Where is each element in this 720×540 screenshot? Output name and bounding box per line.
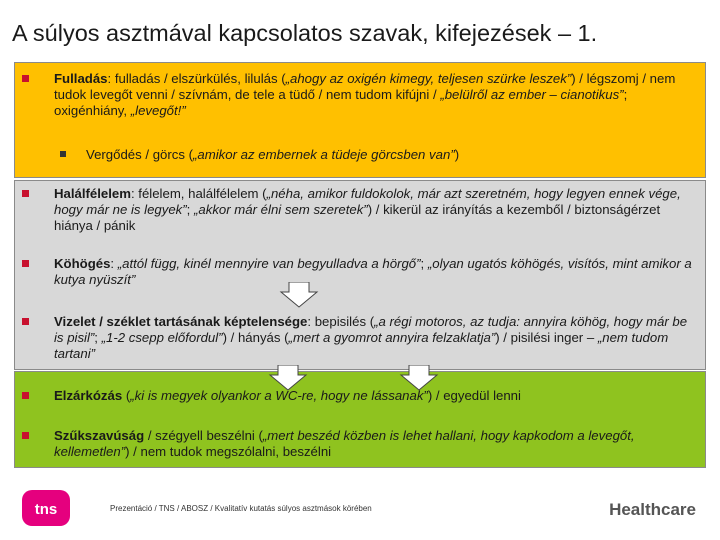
plain-text: félelem, halálfélelem ( xyxy=(138,186,267,201)
plain-text: ; xyxy=(94,330,102,345)
quote-text: „a régi motoros, az tudja: annyira köhög, hogy már be is pisil” xyxy=(54,314,688,345)
term-label: Vizelet / széklet tartásának képtelensége xyxy=(54,314,308,329)
item-text xyxy=(54,314,692,362)
bullet-icon xyxy=(22,190,29,197)
list-item xyxy=(22,256,692,290)
item-text xyxy=(54,71,692,119)
plain-text: ) / nem tudok megszólalni, beszélni xyxy=(125,444,332,459)
list-item xyxy=(22,388,692,406)
separator: : xyxy=(110,256,118,271)
sub-item-text xyxy=(86,147,680,163)
term-label: Fulladás xyxy=(54,71,108,86)
plain-text: ) / egyedül lenni xyxy=(427,388,521,403)
plain-text: szégyell beszélni ( xyxy=(155,428,263,443)
item-text xyxy=(54,256,692,288)
list-item xyxy=(22,428,692,462)
plain-text: fulladás / elszürkülés, lilulás ( xyxy=(114,71,286,86)
plain-text: ; oxigénhiány, xyxy=(54,87,628,118)
separator: : xyxy=(130,186,139,201)
plain-text: ) / pisilési inger – xyxy=(495,330,598,345)
bullet-icon xyxy=(22,75,29,82)
item-text xyxy=(54,388,692,404)
separator: : xyxy=(107,71,115,86)
list-item xyxy=(22,71,692,121)
sub-bullet-icon xyxy=(60,151,66,157)
separator: / xyxy=(144,428,156,443)
bullet-icon xyxy=(22,318,29,325)
plain-text: bepisilés ( xyxy=(314,314,375,329)
plain-text: ) xyxy=(454,147,460,162)
plain-text: ) / kikerül az irányítás a kezemből / biztonságérzet hiánya / pánik xyxy=(54,202,661,233)
plain-text: ) / légszomj / nem tudok levegőt venni / szívnám, de tele a tüdő / nem tudom kifújni / xyxy=(54,71,676,102)
term-label: Köhögés xyxy=(54,256,111,271)
plain-text: ; xyxy=(420,256,428,271)
plain-text: ( xyxy=(125,388,131,403)
list-item xyxy=(22,186,692,236)
brand-label: Healthcare xyxy=(609,500,696,519)
quote-text: „levegőt!” xyxy=(130,103,186,118)
quote-text: „néha, amikor fuldokolok, már azt szeretném, hogy legyen ennek vége, hogy már ne is legyek” xyxy=(54,186,681,217)
plain-text: ) / hányás ( xyxy=(222,330,289,345)
quote-text: „mert beszéd közben is lehet hallani, hogy kapkodom a levegőt, kellemetlen” xyxy=(54,428,635,459)
page-title: A súlyos asztmával kapcsolatos szavak, kifejezések – 1. xyxy=(12,20,598,46)
quote-text: „ki is megyek olyankor a WC-re, hogy ne lássanak” xyxy=(130,388,428,403)
plain-text: Vergődés / görcs ( xyxy=(86,147,194,162)
bullet-icon xyxy=(22,392,29,399)
quote-text: „ahogy az oxigén kimegy, teljesen szürke leszek” xyxy=(285,71,572,86)
list-item xyxy=(22,314,692,364)
item-text xyxy=(54,428,692,460)
bullet-icon xyxy=(22,260,29,267)
footer-text: Prezentáció / TNS / ABOSZ / Kvalitatív kutatás súlyos asztmások körében xyxy=(110,504,372,513)
term-label: Szűkszavúság xyxy=(54,428,145,443)
term-label: Elzárkózás xyxy=(54,388,123,403)
quote-text: „belülről az ember – cianotikus” xyxy=(440,87,624,102)
quote-text: „mert a gyomrot annyira felzaklatja” xyxy=(288,330,496,345)
logo-text: tns xyxy=(34,501,58,518)
quote-text: „akkor már élni sem szeretek” xyxy=(194,202,368,217)
quote-text: „1-2 csepp előfordul” xyxy=(101,330,223,345)
item-text xyxy=(54,186,692,234)
quote-text: „nem tudom tartani” xyxy=(54,330,669,361)
quote-text: „attól függ, kinél mennyire van begyulladva a hörgő” xyxy=(117,256,421,271)
plain-text: ; xyxy=(186,202,194,217)
quote-text: „olyan ugatós köhögés, visítós, mint amikor a kutya nyüszít” xyxy=(54,256,692,287)
separator: : xyxy=(307,314,315,329)
quote-text: „amikor az embernek a tüdeje görcsben van” xyxy=(193,147,455,162)
sub-list-item xyxy=(60,147,680,165)
tns-logo xyxy=(22,490,70,526)
term-label: Halálfélelem xyxy=(54,186,131,201)
bullet-icon xyxy=(22,432,29,439)
